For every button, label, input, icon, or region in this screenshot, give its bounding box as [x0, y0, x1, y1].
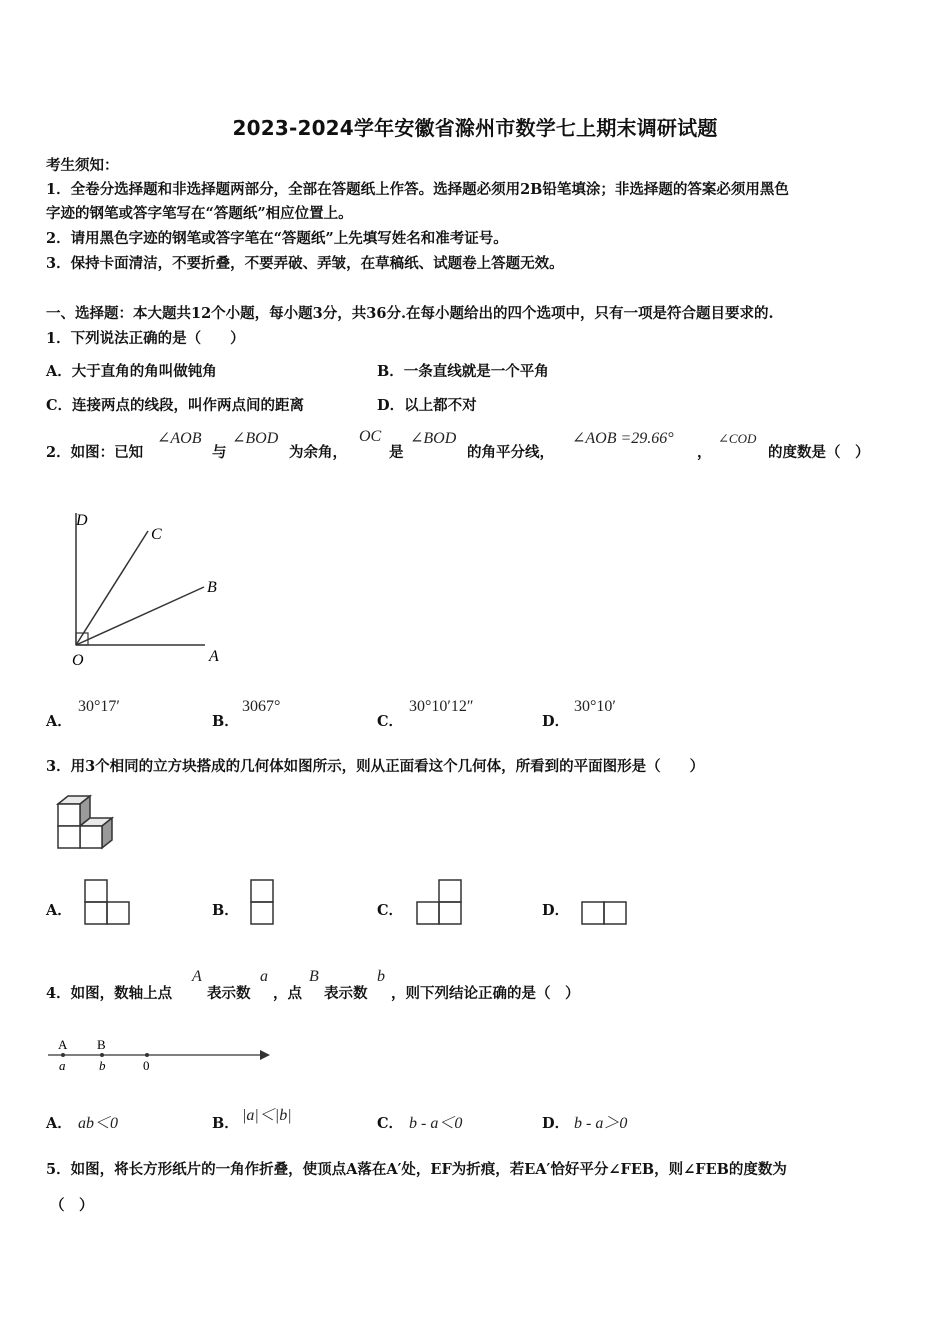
q2-angle-figure: [60, 505, 235, 670]
q3-option-c-shape: [416, 879, 464, 927]
point-b-dot: [100, 1053, 104, 1057]
q4-option-a-label: A．: [46, 1115, 72, 1132]
q2-math-cod: ∠COD: [718, 431, 757, 446]
q4-option-a-value: ab＜0: [78, 1115, 119, 1132]
q2-option-c-value: 30°10′12″: [409, 698, 474, 715]
q2-math-oc: OC: [359, 428, 382, 445]
page-title: 2023-2024学年安徽省滁州市数学七上期末调研试题: [232, 116, 718, 140]
q3-stem: 3．用3个相同的立方块搭成的几何体如图所示，则从正面看这个几何体，所看到的平面图形是（ ）: [46, 758, 705, 775]
q2-option-d-value: 30°10′: [574, 698, 616, 715]
label-d: D: [76, 512, 88, 529]
q2-stem-part-5: 的角平分线，: [467, 444, 554, 461]
q2-option-a-label: A．: [46, 713, 72, 730]
q1-option-a: A．大于直角的角叫做钝角: [46, 363, 217, 380]
q2-option-b-label: B．: [212, 713, 239, 730]
q3-option-a-shape: [84, 879, 132, 927]
notice-heading: 考生须知：: [46, 157, 119, 174]
q1-stem: 1．下列说法正确的是（ ）: [46, 330, 245, 347]
q3-cube-figure: [55, 793, 120, 853]
number-line-arrow: [260, 1050, 270, 1060]
q2-option-a-value: 30°17′: [78, 698, 120, 715]
q4-stem-part-3: ，点: [273, 985, 302, 1002]
label-o: O: [72, 652, 84, 669]
q2-math-bod: ∠BOD: [232, 430, 279, 447]
q2-option-b-value: 3067°: [242, 698, 281, 715]
q5-stem-line-2: （ ）: [50, 1197, 94, 1214]
q4-math-a-point: A: [192, 968, 202, 985]
q1-option-d: D．以上都不对: [377, 397, 477, 414]
q2-stem-part-6: ，: [697, 444, 712, 461]
q3-option-c-label: C．: [377, 902, 404, 919]
q2-math-aob-value: ∠AOB =29.66°: [572, 430, 674, 447]
q2-stem-part-4: 是: [389, 444, 404, 461]
zero-label: 0: [143, 1058, 150, 1073]
q2-math-aob: ∠AOB: [157, 430, 202, 447]
value-b-label: b: [99, 1058, 106, 1073]
q1-option-b: B．一条直线就是一个平角: [377, 363, 549, 380]
label-b: B: [207, 579, 217, 596]
q4-number-line: [44, 1034, 279, 1074]
q2-stem-part-1: 2．如图：已知: [46, 444, 144, 461]
q1-option-c: C．连接两点的线段，叫作两点间的距离: [46, 397, 305, 414]
notice-line-4: 3．保持卡面清洁，不要折叠，不要弄破、弄皱，在草稿纸、试题卷上答题无效。: [46, 255, 564, 272]
q4-math-b-point: B: [309, 968, 319, 985]
q2-option-d-label: D．: [542, 713, 570, 730]
q4-option-c-value: b - a＜0: [409, 1115, 463, 1132]
point-a-label: A: [58, 1037, 68, 1052]
q4-option-d-value: b - a＞0: [574, 1115, 628, 1132]
q2-math-bod-2: ∠BOD: [410, 430, 457, 447]
notice-line-1: 1．全卷分选择题和非选择题两部分，全部在答题纸上作答。选择题必须用2B铅笔填涂；非选择题的答案必须用黑色: [46, 181, 789, 198]
origin-dot: [145, 1053, 149, 1057]
q4-option-b-value: |a|＜|b|: [242, 1107, 292, 1124]
q4-math-a: a: [260, 968, 268, 985]
q4-option-d-label: D．: [542, 1115, 570, 1132]
q2-stem-part-7: 的度数是（ ）: [768, 444, 870, 461]
q3-option-a-label: A．: [46, 902, 72, 919]
q4-stem-part-4: 表示数: [324, 985, 368, 1002]
point-b-label: B: [97, 1037, 106, 1052]
q4-stem-part-1: 4．如图，数轴上点: [46, 985, 173, 1002]
label-c: C: [151, 526, 162, 543]
q4-option-c-label: C．: [377, 1115, 404, 1132]
q2-stem-part-3: 为余角，: [289, 444, 347, 461]
label-a: A: [209, 648, 219, 665]
value-a-label: a: [59, 1058, 66, 1073]
q3-option-b-label: B．: [212, 902, 239, 919]
q3-option-d-label: D．: [542, 902, 570, 919]
q4-option-b-label: B．: [212, 1115, 239, 1132]
point-a-dot: [61, 1053, 65, 1057]
q4-stem-part-5: ，则下列结论正确的是（ ）: [391, 985, 580, 1002]
q4-stem-part-2: 表示数: [207, 985, 251, 1002]
section-heading: 一、选择题：本大题共12个小题，每小题3分，共36分.在每小题给出的四个选项中，只有一项是符合题目要求的.: [46, 305, 774, 322]
q2-option-c-label: C．: [377, 713, 404, 730]
q5-stem-line-1: 5．如图，将长方形纸片的一角作折叠，使顶点A落在A′处，EF为折痕，若EA′恰好平分∠FEB，则∠FEB的度数为: [46, 1161, 787, 1178]
q3-option-b-shape: [250, 879, 276, 927]
q2-stem-part-2: 与: [212, 444, 227, 461]
q3-option-d-shape: [581, 901, 629, 927]
q4-math-b: b: [377, 968, 385, 985]
notice-line-3: 2．请用黑色字迹的钢笔或答字笔在“答题纸”上先填写姓名和准考证号。: [46, 230, 508, 247]
notice-line-2: 字迹的钢笔或答字笔写在“答题纸”相应位置上。: [46, 205, 353, 222]
